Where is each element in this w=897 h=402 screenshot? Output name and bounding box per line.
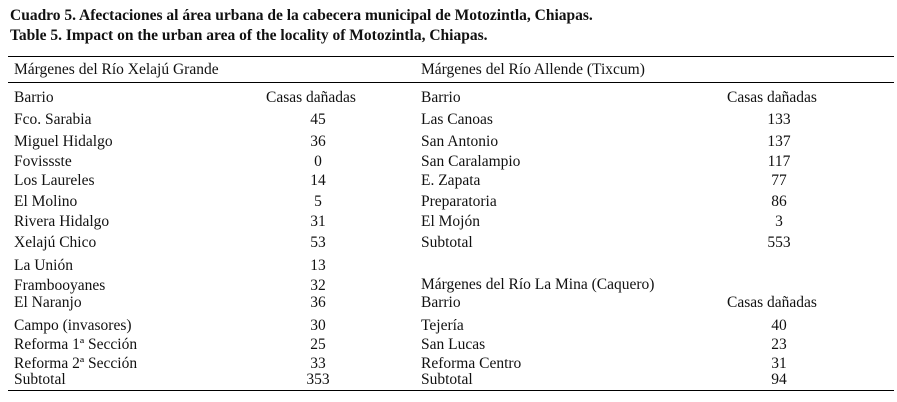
casas-danadas-cell: 40: [771, 317, 787, 334]
casas-danadas-cell: 77: [771, 172, 787, 189]
casas-danadas-cell: 14: [310, 172, 326, 189]
barrio-cell: Preparatoria: [421, 193, 497, 210]
casas-danadas-cell: 5: [314, 193, 322, 210]
casas-danadas-cell: 36: [310, 294, 326, 311]
casas-danadas-cell: 25: [310, 336, 326, 353]
barrio-cell: Campo (invasores): [14, 317, 132, 334]
casas-danadas-cell: 0: [314, 153, 322, 170]
section-title-xelaju: Márgenes del Río Xelajú Grande: [14, 61, 219, 78]
casas-danadas-cell: 31: [771, 355, 787, 372]
barrio-cell: Frambooyanes: [14, 277, 106, 294]
barrio-cell: Reforma Centro: [421, 355, 522, 372]
casas-danadas-cell: 53: [310, 234, 326, 251]
barrio-cell: Las Canoas: [421, 111, 493, 128]
casas-danadas-cell: 353: [306, 371, 330, 388]
column-header-barrio: Barrio: [421, 294, 461, 311]
casas-danadas-cell: 553: [767, 234, 791, 251]
casas-danadas-cell: 117: [767, 153, 791, 170]
barrio-cell: San Caralampio: [421, 153, 521, 170]
barrio-cell: Subtotal: [14, 371, 66, 388]
barrio-cell: Subtotal: [421, 234, 473, 251]
casas-danadas-cell: 32: [310, 277, 326, 294]
barrio-cell: El Molino: [14, 193, 78, 210]
table-header-rule: [8, 82, 894, 83]
casas-danadas-cell: 86: [771, 193, 787, 210]
barrio-cell: La Unión: [14, 257, 73, 274]
casas-danadas-cell: 36: [310, 133, 326, 150]
table-top-rule: [8, 56, 894, 57]
barrio-cell: Miguel Hidalgo: [14, 133, 113, 150]
barrio-cell: Xelajú Chico: [14, 234, 97, 251]
barrio-cell: El Mojón: [421, 213, 480, 230]
barrio-cell: Fovissste: [14, 153, 72, 170]
table-caption-english: Table 5. Impact on the urban area of the locality of Motozintla, Chiapas.: [10, 27, 488, 44]
section-title-allende: Márgenes del Río Allende (Tixcum): [421, 61, 645, 78]
casas-danadas-cell: 33: [310, 355, 326, 372]
casas-danadas-cell: 13: [310, 257, 326, 274]
casas-danadas-cell: 31: [310, 213, 326, 230]
casas-danadas-cell: 137: [767, 133, 791, 150]
column-header-barrio: Barrio: [421, 89, 461, 106]
barrio-cell: Los Laureles: [14, 172, 95, 189]
casas-danadas-cell: 3: [775, 213, 783, 230]
casas-danadas-cell: 94: [771, 371, 787, 388]
barrio-cell: Tejería: [421, 317, 464, 334]
table-bottom-rule: [8, 390, 894, 391]
column-header-casas: Casas dañadas: [727, 89, 817, 106]
column-header-casas: Casas dañadas: [266, 89, 356, 106]
barrio-cell: E. Zapata: [421, 172, 481, 189]
barrio-cell: Reforma 2ª Sección: [14, 355, 138, 372]
casas-danadas-cell: 133: [767, 111, 791, 128]
barrio-cell: San Antonio: [421, 133, 499, 150]
casas-danadas-cell: 45: [310, 111, 326, 128]
barrio-cell: Reforma 1ª Sección: [14, 336, 138, 353]
barrio-cell: San Lucas: [421, 336, 486, 353]
section-title-la-mina: Márgenes del Río La Mina (Caquero): [421, 276, 655, 293]
barrio-cell: Rivera Hidalgo: [14, 213, 110, 230]
column-header-barrio: Barrio: [14, 89, 54, 106]
casas-danadas-cell: 30: [310, 317, 326, 334]
column-header-casas: Casas dañadas: [727, 294, 817, 311]
barrio-cell: El Naranjo: [14, 294, 82, 311]
casas-danadas-cell: 23: [771, 336, 787, 353]
barrio-cell: Fco. Sarabia: [14, 111, 92, 128]
table-caption-spanish: Cuadro 5. Afectaciones al área urbana de la cabecera municipal de Motozintla, Chiapas.: [10, 7, 593, 24]
barrio-cell: Subtotal: [421, 371, 473, 388]
